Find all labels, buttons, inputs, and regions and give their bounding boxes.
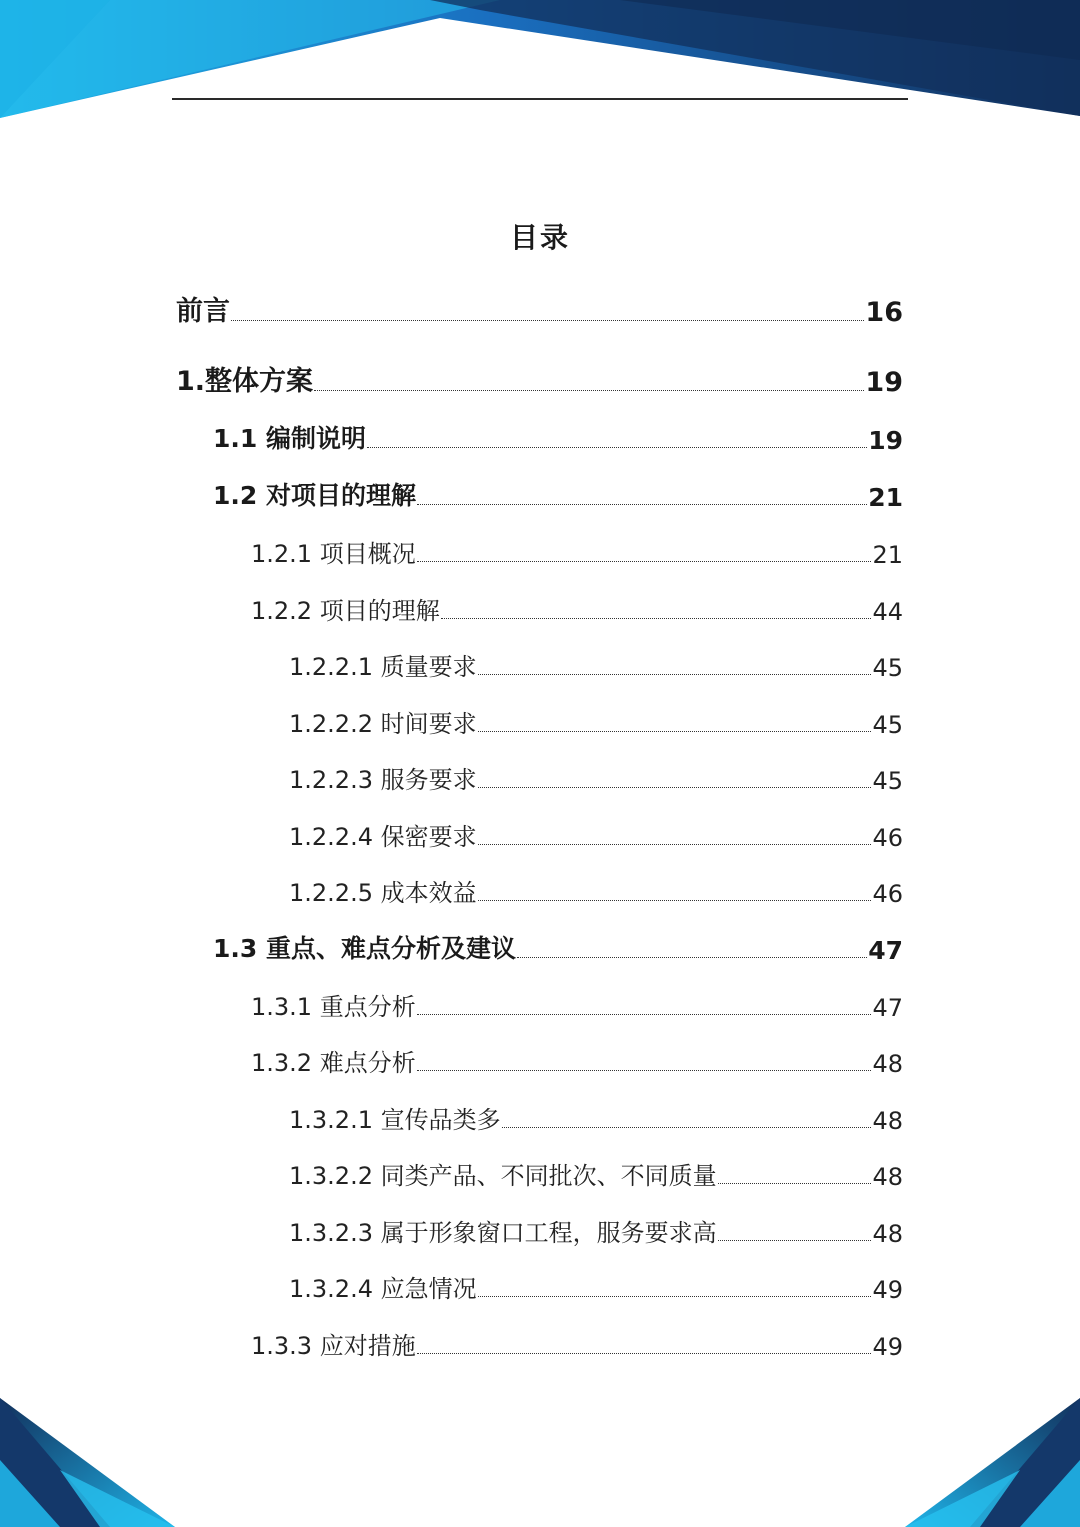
toc-entry-label: 1.3.2 难点分析	[251, 1049, 416, 1077]
toc-entry[interactable]	[289, 1208, 903, 1248]
toc-entry[interactable]	[213, 925, 903, 965]
dot-leader	[478, 1296, 872, 1297]
toc-entry-label: 1.2.2.5 成本效益	[289, 879, 477, 907]
dot-leader	[441, 618, 872, 619]
toc-entry-label: 1.2.1 项目概况	[251, 540, 416, 568]
toc-entry[interactable]	[251, 529, 903, 569]
toc-entry-label: 1.3.2.1 宣传品类多	[289, 1106, 501, 1134]
toc-entry-page: 19	[865, 367, 903, 398]
toc-entry-label: 1.3.2.3 属于形象窗口工程，服务要求高	[289, 1219, 717, 1247]
toc-entry[interactable]	[251, 586, 903, 626]
toc-entry[interactable]	[289, 1095, 903, 1135]
toc-title: 目录	[509, 221, 570, 254]
toc-entry-label: 1.3.1 重点分析	[251, 993, 416, 1021]
toc-entry[interactable]	[176, 358, 903, 398]
toc-entry-page: 47	[868, 936, 903, 965]
dot-leader	[231, 320, 864, 321]
toc-entry-label: 前言	[176, 296, 230, 327]
toc-entry-page: 21	[872, 541, 903, 569]
toc-entry[interactable]	[251, 1038, 903, 1078]
toc-entry-page: 45	[872, 711, 903, 739]
toc-entry[interactable]	[251, 1321, 903, 1361]
toc-entry-page: 48	[872, 1220, 903, 1248]
toc-entry[interactable]	[289, 755, 903, 795]
toc-entry-page: 44	[872, 598, 903, 626]
toc-entry[interactable]	[289, 812, 903, 852]
toc-entry[interactable]	[251, 982, 903, 1022]
toc-entry-page: 45	[872, 767, 903, 795]
toc-entry-page: 21	[868, 483, 903, 512]
dot-leader	[478, 900, 872, 901]
toc-entry-label: 1.3 重点、难点分析及建议	[213, 934, 516, 963]
dot-leader	[417, 1014, 872, 1015]
toc-entry-label: 1.2.2 项目的理解	[251, 597, 440, 625]
dot-leader	[417, 504, 867, 505]
toc-entry-label: 1.3.2.2 同类产品、不同批次、不同质量	[289, 1162, 717, 1190]
toc-entry[interactable]	[289, 1151, 903, 1191]
dot-leader	[718, 1183, 872, 1184]
toc-entry[interactable]	[289, 868, 903, 908]
toc-entry-label: 1.2.2.2 时间要求	[289, 710, 477, 738]
toc-entry-label: 1.3.2.4 应急情况	[289, 1275, 477, 1303]
toc-entry-page: 19	[868, 426, 903, 455]
toc-entry[interactable]	[289, 1264, 903, 1304]
dot-leader	[517, 957, 867, 958]
toc-entry-label: 1.1 编制说明	[213, 424, 366, 453]
toc-entry-page: 46	[872, 880, 903, 908]
toc-entry-page: 47	[872, 994, 903, 1022]
dot-leader	[417, 561, 872, 562]
toc-entry[interactable]	[176, 288, 903, 328]
dot-leader	[478, 731, 872, 732]
toc-entry-label: 1.2.2.3 服务要求	[289, 766, 477, 794]
toc-entry[interactable]	[213, 415, 903, 455]
toc-entry-page: 48	[872, 1050, 903, 1078]
toc-entry-page: 48	[872, 1163, 903, 1191]
dot-leader	[478, 787, 872, 788]
toc-entry-page: 48	[872, 1107, 903, 1135]
toc-entry-page: 16	[865, 297, 903, 328]
toc-entry-page: 46	[872, 824, 903, 852]
toc-entry[interactable]	[213, 472, 903, 512]
dot-leader	[417, 1353, 872, 1354]
toc-entry-label: 1.3.3 应对措施	[251, 1332, 416, 1360]
toc-entry-page: 49	[872, 1276, 903, 1304]
toc-entry-label: 1.整体方案	[176, 366, 314, 397]
dot-leader	[314, 390, 864, 391]
toc-entry-page: 49	[872, 1333, 903, 1361]
dot-leader	[367, 447, 867, 448]
toc-entry-page: 45	[872, 654, 903, 682]
toc-entry[interactable]	[289, 642, 903, 682]
dot-leader	[502, 1127, 872, 1128]
toc-entry-label: 1.2 对项目的理解	[213, 481, 416, 510]
dot-leader	[417, 1070, 872, 1071]
dot-leader	[478, 674, 872, 675]
toc-entry-label: 1.2.2.1 质量要求	[289, 653, 477, 681]
dot-leader	[718, 1240, 872, 1241]
dot-leader	[478, 844, 872, 845]
toc-entry-label: 1.2.2.4 保密要求	[289, 823, 477, 851]
toc-entry[interactable]	[289, 699, 903, 739]
